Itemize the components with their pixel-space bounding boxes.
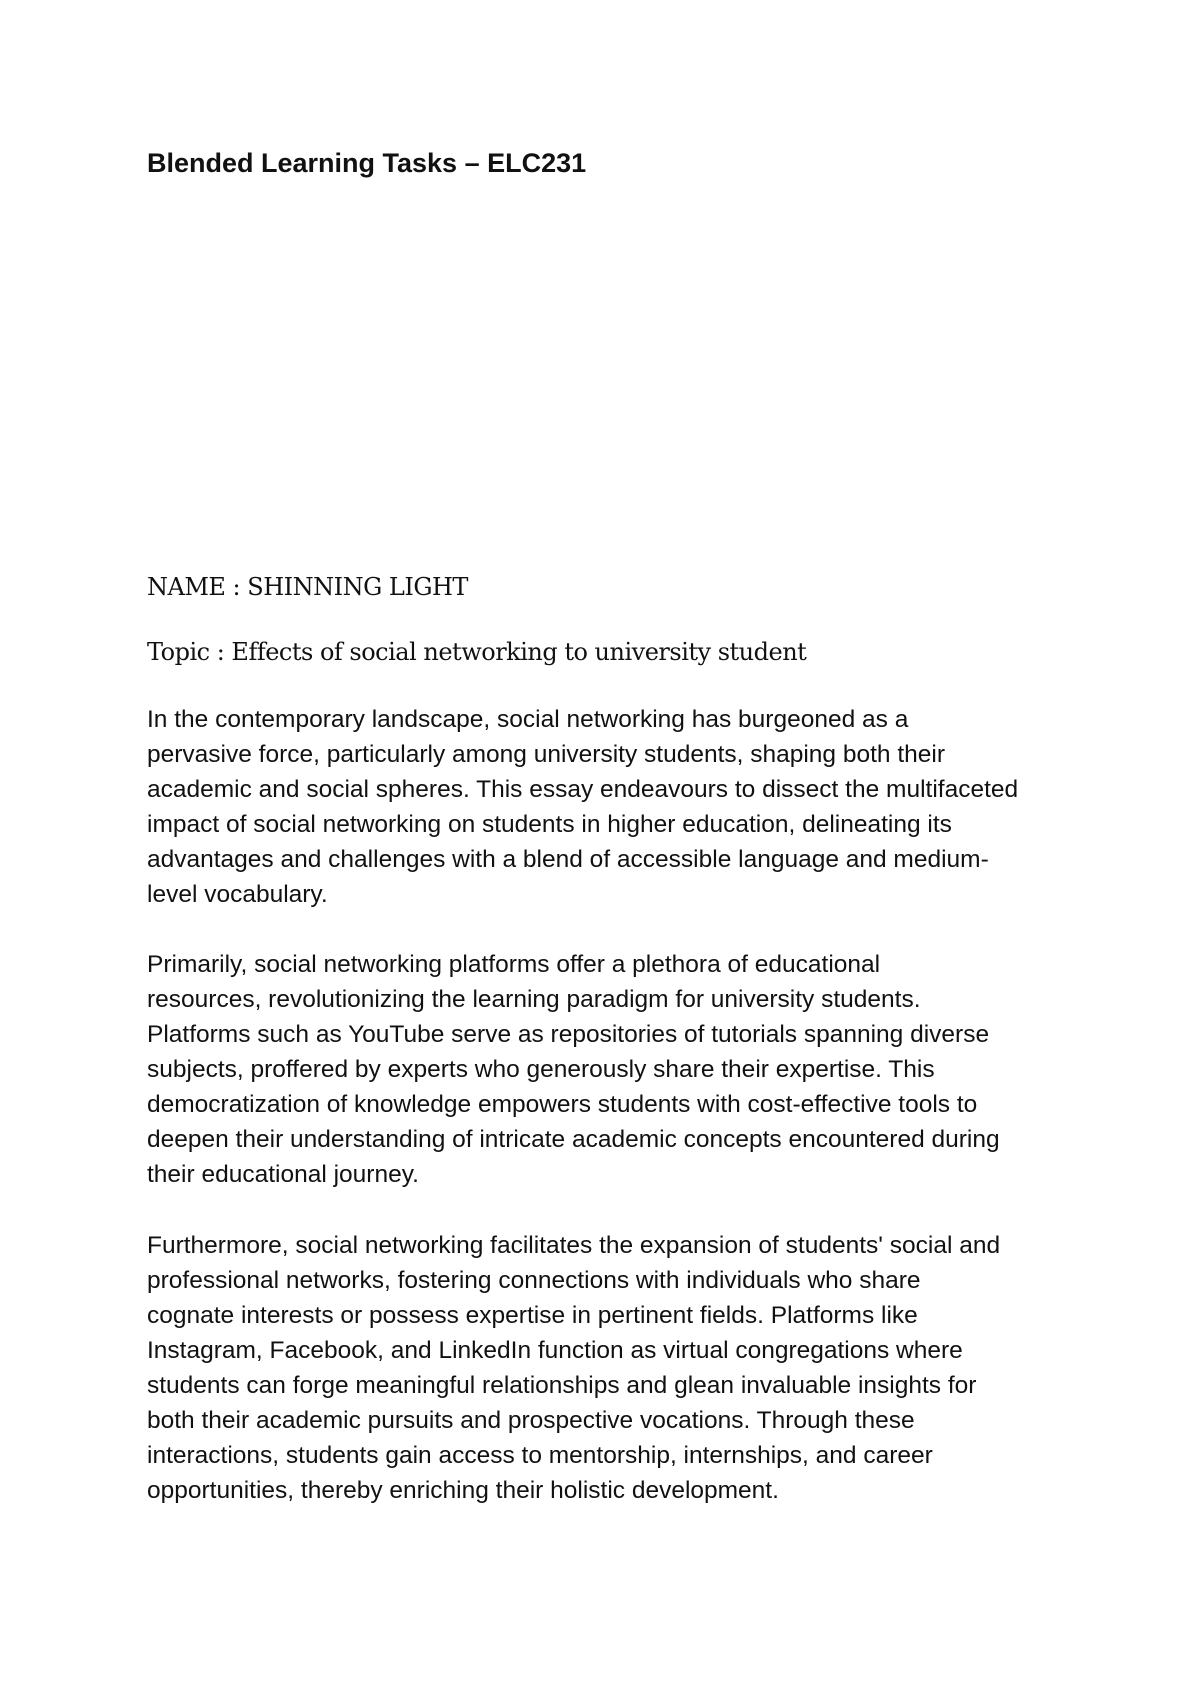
paragraph-educational-resources — [147, 947, 1087, 1192]
paragraph-line: resources, revolutionizing the learning paradigm for university students. — [147, 986, 921, 1013]
paragraph-line: subjects, proffered by experts who generously share their expertise. This — [147, 1056, 935, 1083]
paragraph-networks — [147, 1228, 1087, 1508]
paragraph-introduction — [147, 702, 1087, 912]
paragraph-line: their educational journey. — [147, 1161, 419, 1188]
paragraph-line: In the contemporary landscape, social networking has burgeoned as a — [147, 706, 909, 733]
paragraph-line: both their academic pursuits and prospective vocations. Through these — [147, 1407, 915, 1434]
paragraph-line: level vocabulary. — [147, 881, 328, 908]
paragraph-line: cognate interests or possess expertise in pertinent fields. Platforms like — [147, 1302, 918, 1329]
paragraph-line: students can forge meaningful relationships and glean invaluable insights for — [147, 1372, 977, 1399]
paragraph-line: interactions, students gain access to mentorship, internships, and career — [147, 1442, 933, 1469]
paragraph-line: impact of social networking on students in higher education, delineating its — [147, 811, 952, 838]
paragraph-line: Instagram, Facebook, and LinkedIn function as virtual congregations where — [147, 1337, 963, 1364]
paragraph-line: pervasive force, particularly among university students, shaping both their — [147, 741, 946, 768]
paragraph-line: opportunities, thereby enriching their holistic development. — [147, 1477, 779, 1504]
paragraph-line: deepen their understanding of intricate academic concepts encountered during — [147, 1126, 1000, 1153]
paragraph-line: academic and social spheres. This essay endeavours to dissect the multifaceted — [147, 776, 1019, 803]
paragraph-line: democratization of knowledge empowers students with cost-effective tools to — [147, 1091, 978, 1118]
student-name: NAME : SHINNING LIGHT — [147, 573, 468, 601]
paragraph-line: Furthermore, social networking facilitates the expansion of students' social and — [147, 1232, 1001, 1259]
document-title: Blended Learning Tasks – ELC231 — [147, 148, 587, 178]
paragraph-line: professional networks, fostering connections with individuals who share — [147, 1267, 921, 1294]
essay-topic: Topic : Effects of social networking to university student — [147, 638, 807, 666]
paragraph-line: advantages and challenges with a blend of accessible language and medium- — [147, 846, 989, 873]
paragraph-line: Platforms such as YouTube serve as repositories of tutorials spanning diverse — [147, 1021, 990, 1048]
paragraph-line: Primarily, social networking platforms offer a plethora of educational — [147, 951, 881, 978]
